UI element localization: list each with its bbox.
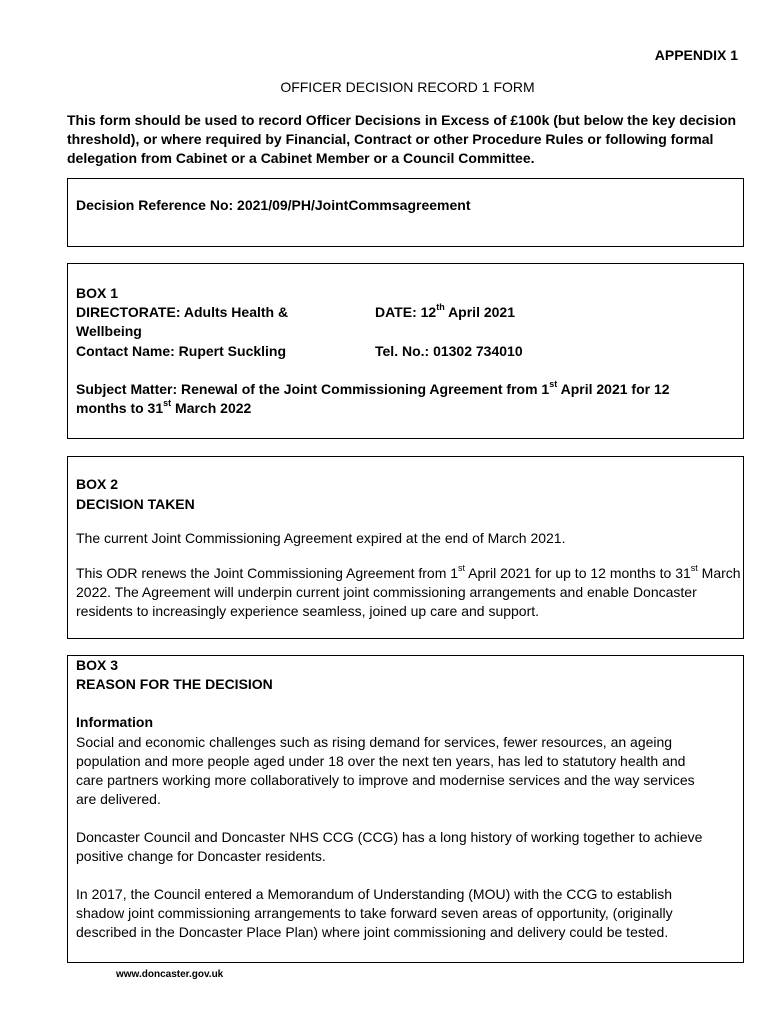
appendix-label: APPENDIX 1 <box>654 47 738 63</box>
box-3-heading: REASON FOR THE DECISION <box>76 676 273 692</box>
information-subheading: Information <box>76 714 153 730</box>
subject-matter-line-1: Subject Matter: Renewal of the Joint Commissioning Agreement from 1st April 2021 for 12 <box>76 379 670 397</box>
box-2-title: BOX 2 <box>76 476 119 492</box>
box-2-paragraph-1: The current Joint Commissioning Agreement expired at the end of March 2021. <box>76 530 566 546</box>
box-1-title: BOX 1 <box>76 285 119 301</box>
contact-name: Contact Name: Rupert Suckling <box>76 343 287 359</box>
form-title: OFFICER DECISION RECORD 1 FORM <box>280 79 535 95</box>
box-2-paragraph-2: This ODR renews the Joint Commissioning Agreement from 1st April 2021 for up to 12 months to 31st March 2022. The Agreement will underpin current joint commissioning arrangements and enable Doncaster residents to increasingly experience seamless, joined up care and support. <box>76 563 741 619</box>
box-2 <box>67 456 744 639</box>
box-3-title: BOX 3 <box>76 657 119 673</box>
decision-date: DATE: 12th April 2021 <box>375 302 515 320</box>
box-3-paragraph-1: Social and economic challenges such as rising demand for services, fewer resources, an ageing population and more people aged under 18 over the next ten years, has led to statutory health and care partners working more collaboratively to improve and modernise services and the way services are delivered. <box>76 734 695 807</box>
box-1 <box>67 263 744 439</box>
decision-reference-box <box>67 178 744 247</box>
directorate-line-1: DIRECTORATE: Adults Health & <box>76 304 289 320</box>
telephone-number: Tel. No.: 01302 734010 <box>375 343 523 359</box>
box-3 <box>67 655 744 963</box>
box-3-paragraph-3: In 2017, the Council entered a Memorandum of Understanding (MOU) with the CCG to establish shadow joint commissioning arrangements to take forward seven areas of opportunity, (originally described in the Doncaster Place Plan) where joint commissioning and delivery could be tested. <box>76 886 673 940</box>
directorate-line-2: Wellbeing <box>76 323 142 339</box>
decision-reference: Decision Reference No: 2021/09/PH/JointCommsagreement <box>76 197 471 213</box>
box-2-heading: DECISION TAKEN <box>76 496 195 512</box>
subject-matter-line-2: months to 31st March 2022 <box>76 398 252 416</box>
intro-text: This form should be used to record Officer Decisions in Excess of £100k (but below the key decision threshold), or where required by Financial, Contract or other Procedure Rules or following formal delegation from Cabinet or a Cabinet Member or a Council Committee. <box>67 112 737 166</box>
box-3-paragraph-2: Doncaster Council and Doncaster NHS CCG (CCG) has a long history of working together to achieve positive change for Doncaster residents. <box>76 829 703 864</box>
footer-url: www.doncaster.gov.uk <box>116 969 224 980</box>
